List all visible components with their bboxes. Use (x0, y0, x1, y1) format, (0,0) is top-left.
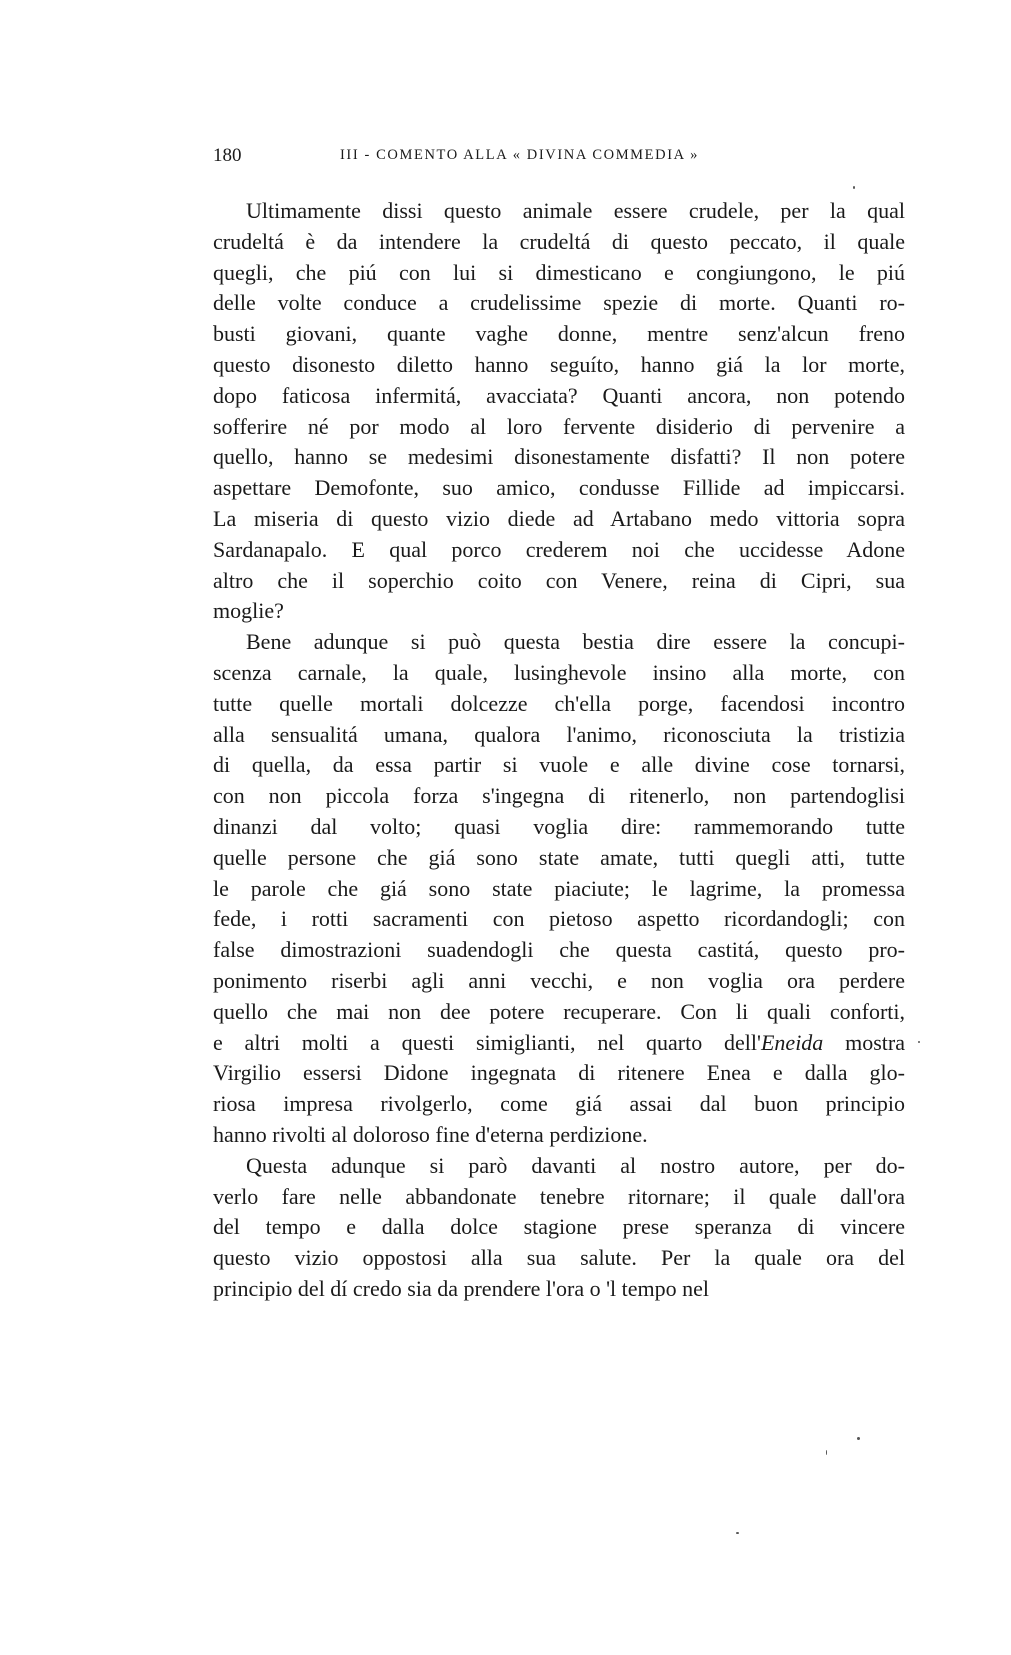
text-line: quegli, che piú con lui si dimesticano e congiungono, le piú (213, 259, 905, 285)
text-line: Virgilio essersi Didone ingegnata di ritenere Enea e dalla glo- (213, 1060, 905, 1086)
text-line: moglie? (213, 598, 284, 624)
text-line: questo vizio oppostosi alla sua salute. Per la quale ora del (213, 1245, 905, 1271)
text-line: Sardanapalo. E qual porco crederem noi che uccidesse Adone (213, 536, 905, 562)
text-line: altro che il soperchio coito con Venere, reina di Cipri, sua (213, 567, 905, 593)
text-line: alla sensualitá umana, qualora l'animo, riconosciuta la tristizia (213, 721, 905, 747)
text-line: di quella, da essa partir si vuole e alle divine cose tornarsi, (213, 752, 905, 778)
text-segment: e altri molti a questi simiglianti, nel quarto dell' (213, 1029, 761, 1055)
scan-speck (736, 1532, 739, 1534)
text-line: fede, i rotti sacramenti con pietoso aspetto ricordandogli; con (213, 906, 905, 932)
body-text (213, 196, 905, 1305)
text-line: quello, hanno se medesimi disonestamente disfatti? Il non potere (213, 444, 905, 470)
text-line: busti giovani, quante vaghe donne, mentre senz'alcun freno (213, 321, 905, 347)
scan-speck (853, 186, 855, 189)
scan-speck (857, 1437, 860, 1440)
text-line: La miseria di questo vizio diede ad Artabano medo vittoria sopra (213, 505, 905, 531)
text-line: tutte quelle mortali dolcezze ch'ella porge, facendosi incontro (213, 690, 905, 716)
paragraph (213, 196, 905, 627)
page-number: 180 (213, 145, 242, 166)
text-segment: mostra (823, 1029, 905, 1055)
paragraph (213, 627, 905, 1151)
text-line: le parole che giá sono state piaciute; le lagrime, la promessa (213, 875, 905, 901)
text-line: dopo faticosa infermitá, avacciata? Quanti ancora, non potendo (213, 382, 905, 408)
text-line: sofferire né por modo al loro fervente disiderio di pervenire a (213, 413, 905, 439)
text-line: Ultimamente dissi questo animale essere crudele, per la qual (246, 198, 905, 223)
scan-speck (918, 1041, 920, 1043)
text-line: questo disonesto diletto hanno seguíto, hanno giá la lor morte, (213, 351, 905, 377)
text-line: crudeltá è da intendere la crudeltá di questo peccato, il quale (213, 228, 905, 254)
text-line: Questa adunque si parò davanti al nostro autore, per do- (246, 1152, 905, 1178)
text-line: aspettare Demofonte, suo amico, condusse Fillide ad impiccarsi. (213, 475, 905, 501)
text-line: delle volte conduce a crudelissime spezie di morte. Quanti ro- (213, 290, 905, 316)
text-line: dinanzi dal volto; quasi voglia dire: rammemorando tutte (213, 813, 905, 839)
text-line: quelle persone che giá sono state amate, tutti quegli atti, tutte (213, 844, 905, 870)
text-line: Bene adunque si può questa bestia dire essere la concupi- (246, 629, 905, 655)
text-line: verlo fare nelle abbandonate tenebre ritornare; il quale dall'ora (213, 1183, 905, 1209)
scan-speck (826, 1450, 827, 1455)
text-line (213, 1028, 905, 1059)
text-line: riosa impresa rivolgerlo, come giá assai dal buon principio (213, 1091, 905, 1117)
text-line: ponimento riserbi agli anni vecchi, e non voglia ora perdere (213, 967, 905, 993)
italic-title: Eneida (760, 1029, 824, 1055)
text-line: false dimostrazioni suadendogli che questa castitá, questo pro- (213, 937, 905, 963)
text-line: principio del dí credo sia da prendere l'ora o 'l tempo nel (213, 1275, 710, 1301)
running-title: III - COMENTO ALLA « DIVINA COMMEDIA » (340, 147, 699, 163)
text-line: quello che mai non dee potere recuperare. Con li quali conforti, (213, 998, 905, 1024)
text-line: del tempo e dalla dolce stagione prese speranza di vincere (213, 1214, 905, 1240)
paragraph (213, 1151, 905, 1305)
text-line: con non piccola forza s'ingegna di ritenerlo, non partendoglisi (213, 783, 905, 809)
text-line: scenza carnale, la quale, lusinghevole insino alla morte, con (213, 659, 905, 685)
text-line: hanno rivolti al doloroso fine d'eterna perdizione. (213, 1121, 648, 1147)
